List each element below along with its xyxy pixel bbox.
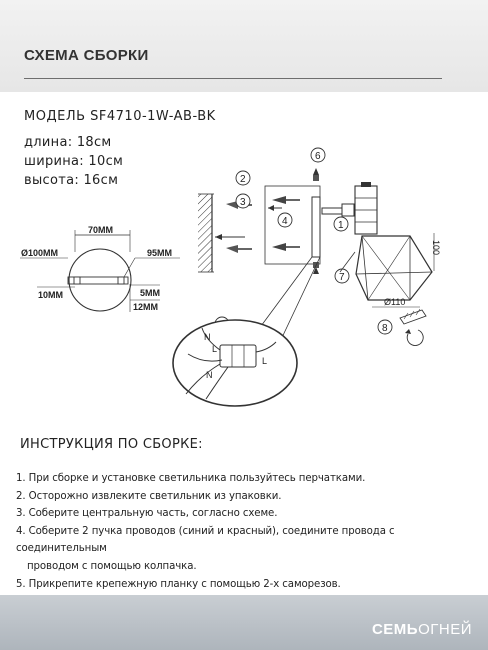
svg-text:L: L (212, 344, 218, 354)
svg-text:4: 4 (282, 216, 288, 227)
svg-text:L: L (262, 356, 268, 366)
dim-12-label: 12MM (133, 302, 159, 312)
svg-text:8: 8 (382, 323, 388, 334)
shade-diameter-label: Ø110 (384, 297, 406, 307)
instructions-title: ИНСТРУКЦИЯ ПО СБОРКЕ: (20, 437, 203, 452)
svg-text:N: N (206, 370, 213, 380)
wire-connection-detail (173, 320, 297, 406)
spec-length: длина: 18см (24, 135, 112, 150)
instruction-step-2: 2. Осторожно извлеките светильник из упаковки. (16, 490, 282, 502)
header-band (0, 0, 488, 92)
assembly-diagram (0, 140, 488, 430)
dim-100-label: Ø100MM (21, 248, 59, 258)
svg-text:6: 6 (315, 151, 321, 162)
model-name: МОДЕЛЬ SF4710-1W-AB-BK (24, 109, 216, 124)
svg-text:7: 7 (339, 272, 345, 283)
footer-band (0, 595, 488, 650)
instruction-step-3: 3. Соберите центральную часть, согласно схеме. (16, 508, 278, 520)
dim-5-label: 5MM (140, 288, 160, 298)
page-title: СХЕМА СБОРКИ (24, 47, 149, 64)
dim-70-label: 70MM (88, 225, 114, 235)
dim-10-label: 10MM (38, 290, 64, 300)
instruction-step-4-line2: проводом с помощью колпачка. (27, 560, 197, 572)
brand-light: ОГНЕЙ (418, 621, 472, 638)
mount-plate-drawing (20, 225, 180, 312)
instruction-step-4-line1: 4. Соберите 2 пучка проводов (синий и красный), соедините провода с соединительным (16, 525, 395, 555)
instruction-step-5: 5. Прикрепите крепежную планку с помощью 2-х саморезов. (16, 578, 341, 590)
instruction-step-1: 1. При сборке и установке светильника пользуйтесь перчатками. (16, 473, 366, 484)
wall-section (198, 194, 214, 272)
svg-text:2: 2 (240, 174, 246, 185)
dim-95-label: 95MM (147, 248, 173, 258)
svg-text:N: N (204, 332, 211, 342)
instruction-step-4 (16, 523, 480, 576)
header-divider (24, 78, 442, 79)
brand-logo (372, 621, 472, 638)
shade-height-label: 100 (431, 240, 441, 256)
spec-height: высота: 16см (24, 173, 119, 188)
svg-text:3: 3 (240, 197, 246, 208)
brand-bold: СЕМЬ (371, 621, 419, 638)
dowels-and-screws (215, 168, 320, 274)
svg-text:1: 1 (338, 220, 344, 231)
spec-width: ширина: 10см (24, 154, 124, 169)
